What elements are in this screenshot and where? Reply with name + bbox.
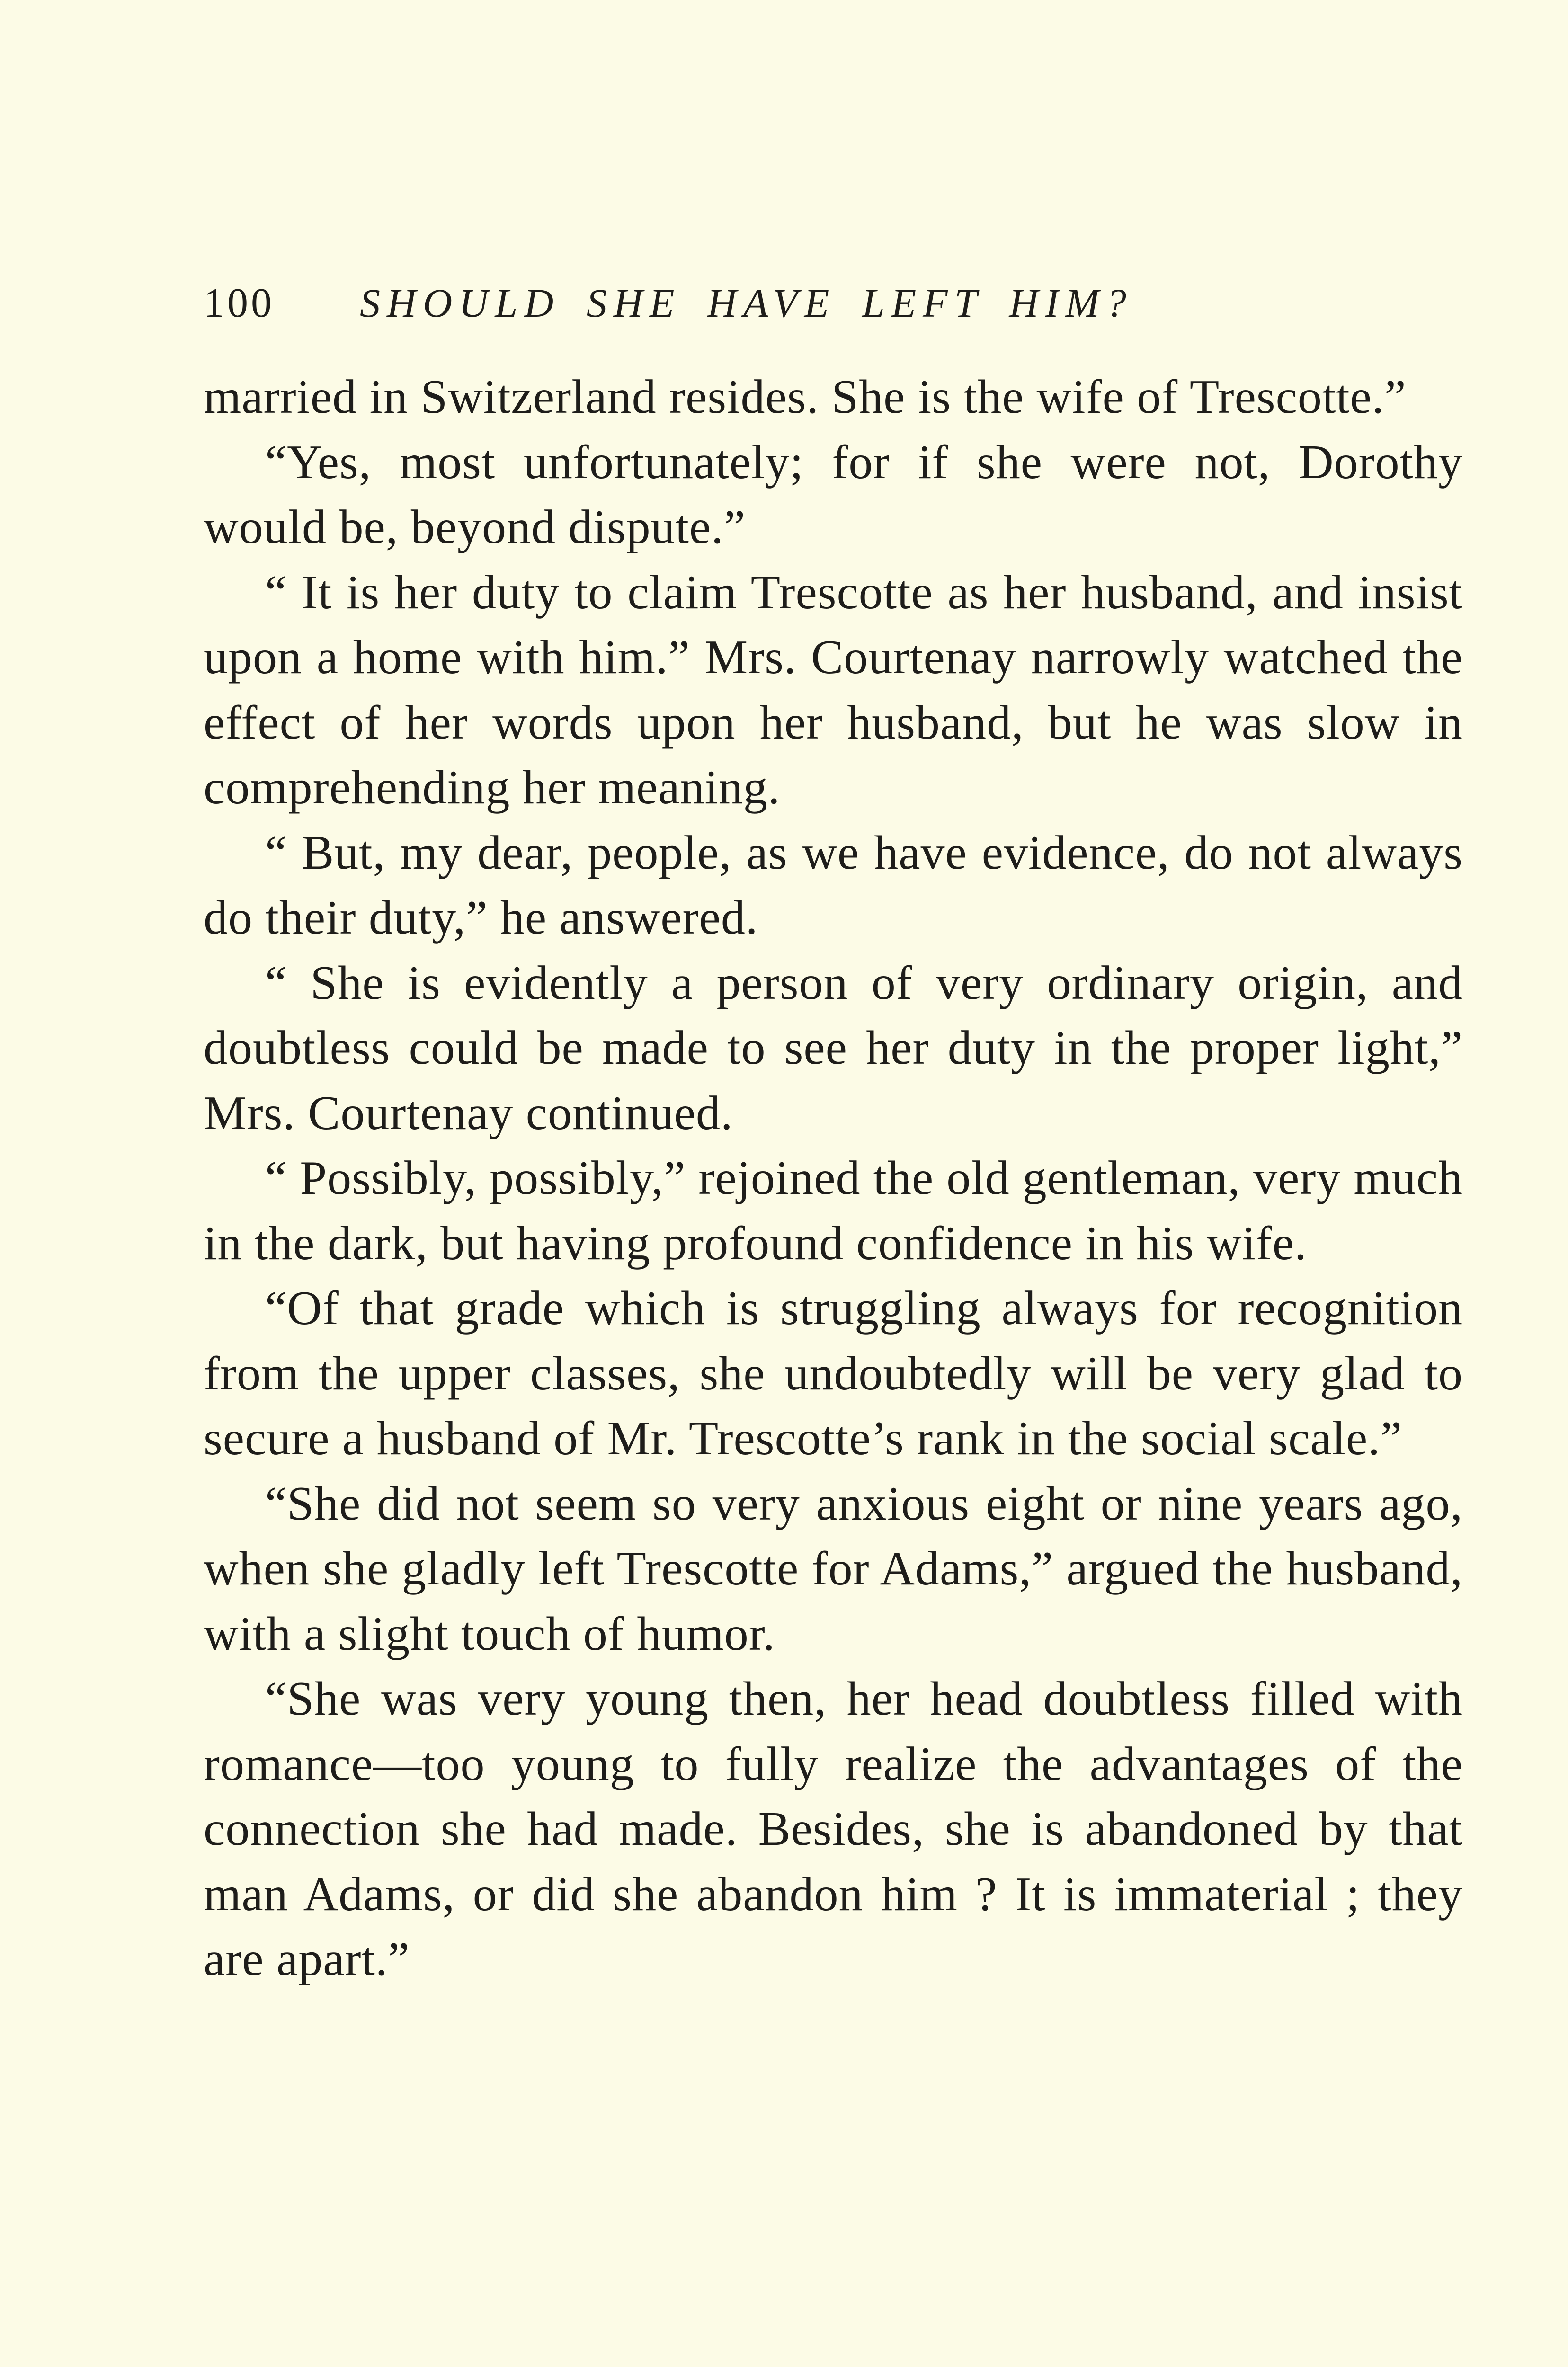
running-title: SHOULD SHE HAVE LEFT HIM? <box>360 280 1133 326</box>
running-head <box>204 265 1255 341</box>
paragraph: “ It is her duty to claim Trescotte as her husband, and insist upon a home with him.” Mrs. Courtenay narrowly watched the effect of her words upon her husband, but he was slow in comprehending her meaning. <box>204 565 1463 814</box>
paragraph-continued: married in Switzerland resides. She is the wife of Trescotte.” <box>204 370 1407 424</box>
paragraph: “Of that grade which is struggling always for recognition from the upper classes, she undoubtedly will be very glad to secure a husband of Mr. Trescotte’s rank in the social scale.” <box>204 1281 1463 1465</box>
paragraph: “She did not seem so very anxious eight or nine years ago, when she gladly left Trescotte for Adams,” argued the husband, with a slight touch of humor. <box>204 1477 1463 1661</box>
paragraph: “ But, my dear, people, as we have evidence, do not always do their duty,” he answered. <box>204 826 1463 944</box>
page-number: 100 <box>204 280 275 326</box>
paragraph: “ She is evidently a person of very ordinary origin, and doubtless could be made to see her duty in the proper light,” Mrs. Courtenay continued. <box>204 956 1463 1140</box>
paragraph: “ Possibly, possibly,” rejoined the old gentleman, very much in the dark, but having profound confidence in his wife. <box>204 1151 1463 1270</box>
paragraph: “Yes, most unfortunately; for if she were not, Dorothy would be, beyond dispute.” <box>204 435 1463 554</box>
body-text <box>204 365 1463 1992</box>
paragraph: “She was very young then, her head doubtless filled with romance—too young to fully realize the advantages of the connection she had made. Besides, she is abandoned by that man Adams, or did she abandon him ? It is immaterial ; they are apart.” <box>204 1672 1463 1986</box>
